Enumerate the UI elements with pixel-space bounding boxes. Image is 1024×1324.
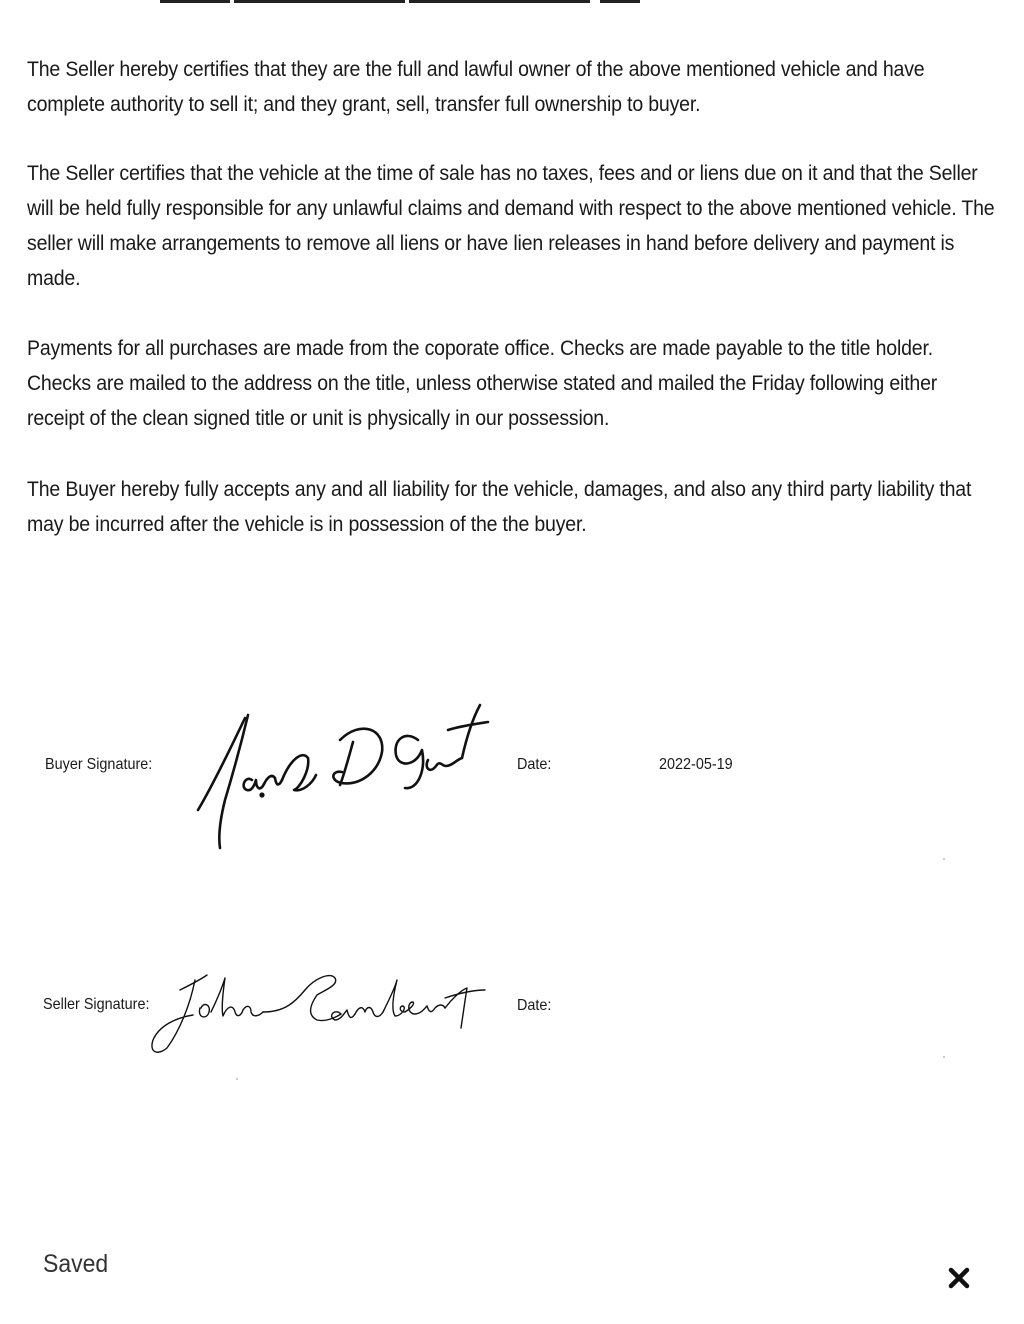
paragraph-buyer-liability: The Buyer hereby fully accepts any and all liability for the vehicle, damages, and also any third party liability that may be incurred after the vehicle is in possession of the the buyer. [27,478,972,536]
scan-speck [943,858,945,860]
paragraph-payments: Payments for all purchases are made from the coporate office. Checks are made payable to the title holder. Checks are mailed to the address on the title, unless otherwise stated and mailed the Friday following either receipt of the clean signed title or unit is physically in our possession. [27,337,938,430]
buyer-signature [190,680,490,855]
save-status: Saved [43,1250,109,1278]
top-rule-gap [405,0,409,4]
seller-signature [145,960,490,1060]
top-rule-gap [230,0,234,4]
scan-speck [943,1056,945,1058]
buyer-signature-label: Buyer Signature: [45,756,153,773]
close-button[interactable] [944,1263,974,1293]
seller-date-label: Date: [517,997,552,1014]
seller-signature-label: Seller Signature: [43,996,150,1013]
paragraph-seller-liens: The Seller certifies that the vehicle at the time of sale has no taxes, fees and or liens due on it and that the Seller will be held fully responsible for any unlawful claims and demand with respect to the above mentioned vehicle. The seller will make arrangements to remove all liens or have lien releases in hand before delivery and payment is made. [27,162,995,290]
scan-speck [236,1078,238,1080]
buyer-date-value: 2022-05-19 [659,756,733,773]
paragraph-seller-ownership: The Seller hereby certifies that they are the full and lawful owner of the above mentioned vehicle and have complete authority to sell it; and they grant, sell, transfer full ownership to buyer. [27,58,925,116]
buyer-date-label: Date: [517,756,552,773]
top-rule-gap [590,0,600,4]
close-icon [948,1267,970,1289]
